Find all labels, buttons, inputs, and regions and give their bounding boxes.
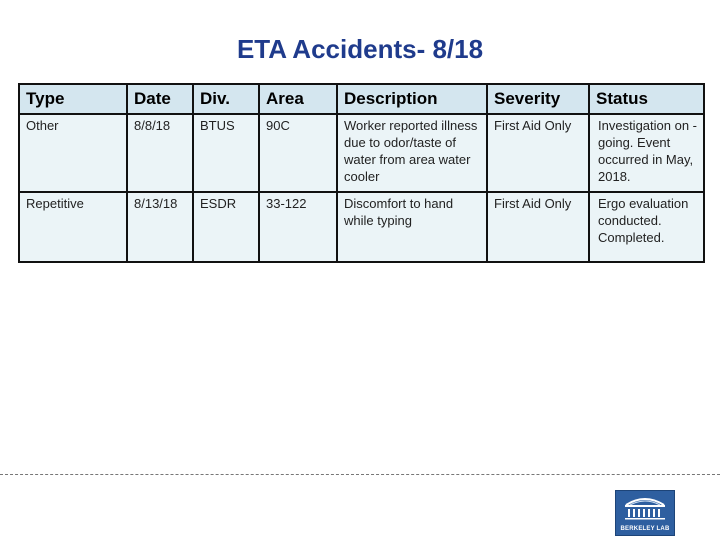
cell-area: 33-122 (259, 192, 337, 262)
table-row (19, 114, 704, 192)
logo-text: BERKELEY LAB (620, 526, 670, 532)
cell-type: Other (19, 114, 127, 192)
cell-division: ESDR (193, 192, 259, 262)
berkeley-lab-logo-icon (616, 491, 674, 525)
cell-area: 90C (259, 114, 337, 192)
cell-severity: First Aid Only (487, 192, 589, 262)
cell-division: BTUS (193, 114, 259, 192)
cell-description: Worker reported illness due to odor/taste of water from area water cooler (337, 114, 487, 192)
table-row (19, 192, 704, 262)
column-header-date: Date (127, 84, 193, 114)
berkeley-lab-logo (615, 490, 675, 536)
cell-type: Repetitive (19, 192, 127, 262)
column-header-type: Type (19, 84, 127, 114)
accidents-table (18, 83, 705, 263)
footer-divider (0, 474, 720, 475)
cell-status: Ergo evaluation conducted. Completed. (589, 192, 704, 262)
cell-severity: First Aid Only (487, 114, 589, 192)
column-header-severity: Severity (487, 84, 589, 114)
column-header-description: Description (337, 84, 487, 114)
cell-status: Investigation on -going. Event occurred in May, 2018. (589, 114, 704, 192)
column-header-division: Div. (193, 84, 259, 114)
column-header-status: Status (589, 84, 704, 114)
table-header-row (19, 84, 704, 114)
cell-date: 8/13/18 (127, 192, 193, 262)
cell-date: 8/8/18 (127, 114, 193, 192)
page-title: ETA Accidents- 8/18 (236, 34, 484, 64)
cell-description: Discomfort to hand while typing (337, 192, 487, 262)
column-header-area: Area (259, 84, 337, 114)
